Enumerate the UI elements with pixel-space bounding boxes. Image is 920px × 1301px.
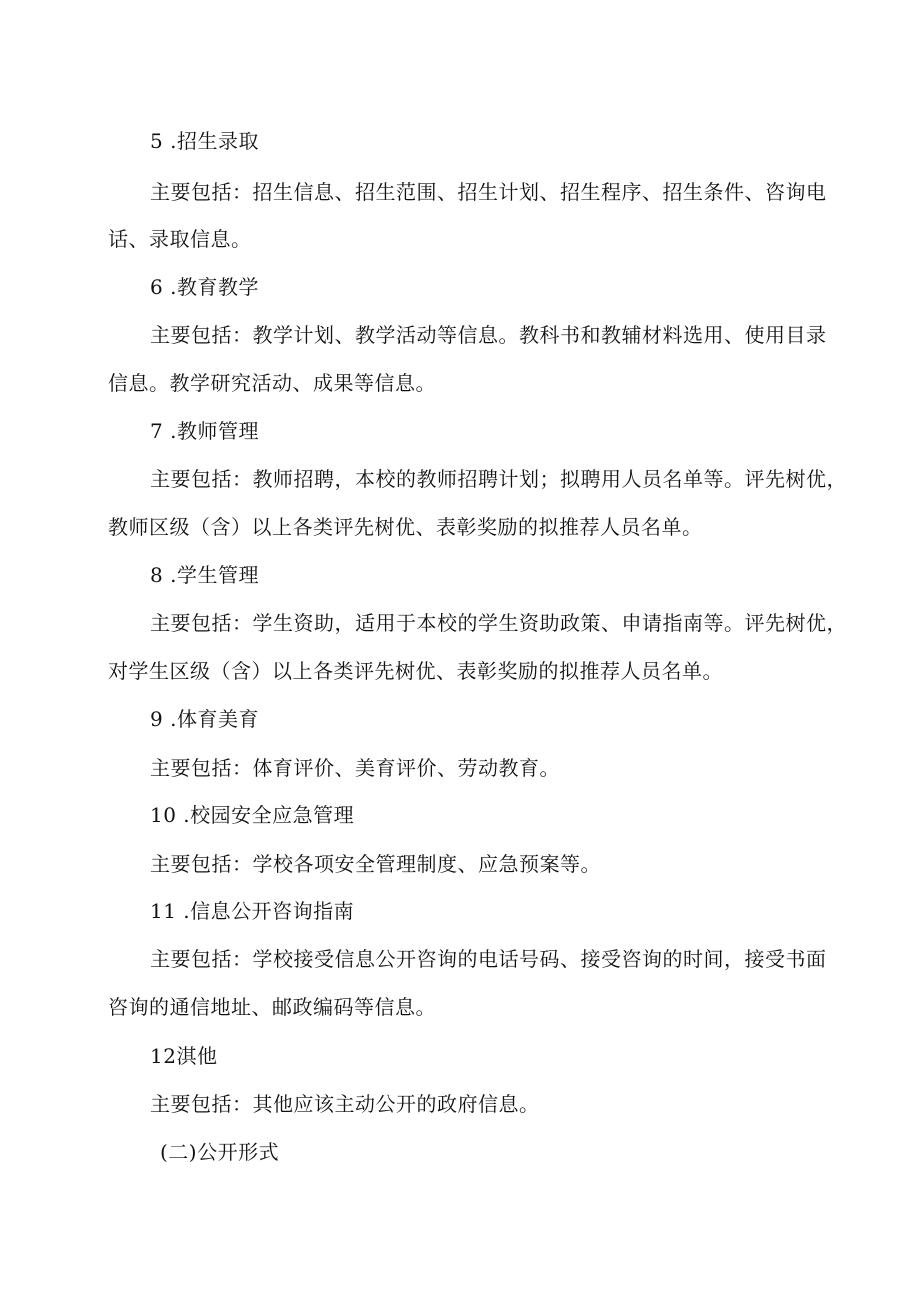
paragraph-line: 主要包括：学校各项安全管理制度、应急预案等。 [150, 852, 601, 876]
paragraph-line: 主要包括：教学计划、教学活动等信息。教科书和教辅材料选用、使用目录 [150, 323, 827, 347]
paragraph-line: 咨询的通信地址、邮政编码等信息。 [108, 995, 436, 1019]
heading-sports-arts: 9 .体育美育 [150, 707, 259, 731]
heading-teaching: 6 .教育教学 [150, 275, 259, 299]
paragraph-line: 话、录取信息。 [108, 227, 252, 251]
heading-admissions: 5 .招生录取 [150, 129, 259, 153]
paragraph-line: 主要包括：学校接受信息公开咨询的电话号码、接受咨询的时间，接受书面 [150, 947, 827, 971]
paragraph-line: 主要包括：学生资助，适用于本校的学生资助政策、申请指南等。评先树优， [150, 611, 847, 635]
heading-other: 12淇他 [150, 1044, 218, 1068]
paragraph-line: 对学生区级（含）以上各类评先树优、表彰奖励的拟推荐人员名单。 [108, 659, 723, 683]
paragraph-line: 主要包括：招生信息、招生范围、招生计划、招生程序、招生条件、咨询电 [150, 180, 827, 204]
heading-disclosure-guide: 11 .信息公开咨询指南 [150, 899, 355, 923]
paragraph-line: 主要包括：教师招聘，本校的教师招聘计划；拟聘用人员名单等。评先树优， [150, 467, 847, 491]
paragraph-line: 主要包括：体育评价、美育评价、劳动教育。 [150, 756, 560, 780]
heading-campus-safety: 10 .校园安全应急管理 [150, 803, 355, 827]
heading-teacher-management: 7 .教师管理 [150, 419, 259, 443]
paragraph-line: 教师区级（含）以上各类评先树优、表彰奖励的拟推荐人员名单。 [108, 515, 703, 539]
paragraph-line: 主要包括：其他应该主动公开的政府信息。 [150, 1092, 540, 1116]
heading-student-management: 8 .学生管理 [150, 563, 259, 587]
subsection-heading-disclosure-form: (二)公开形式 [160, 1140, 280, 1164]
paragraph-line: 信息。教学研究活动、成果等信息。 [108, 371, 436, 395]
